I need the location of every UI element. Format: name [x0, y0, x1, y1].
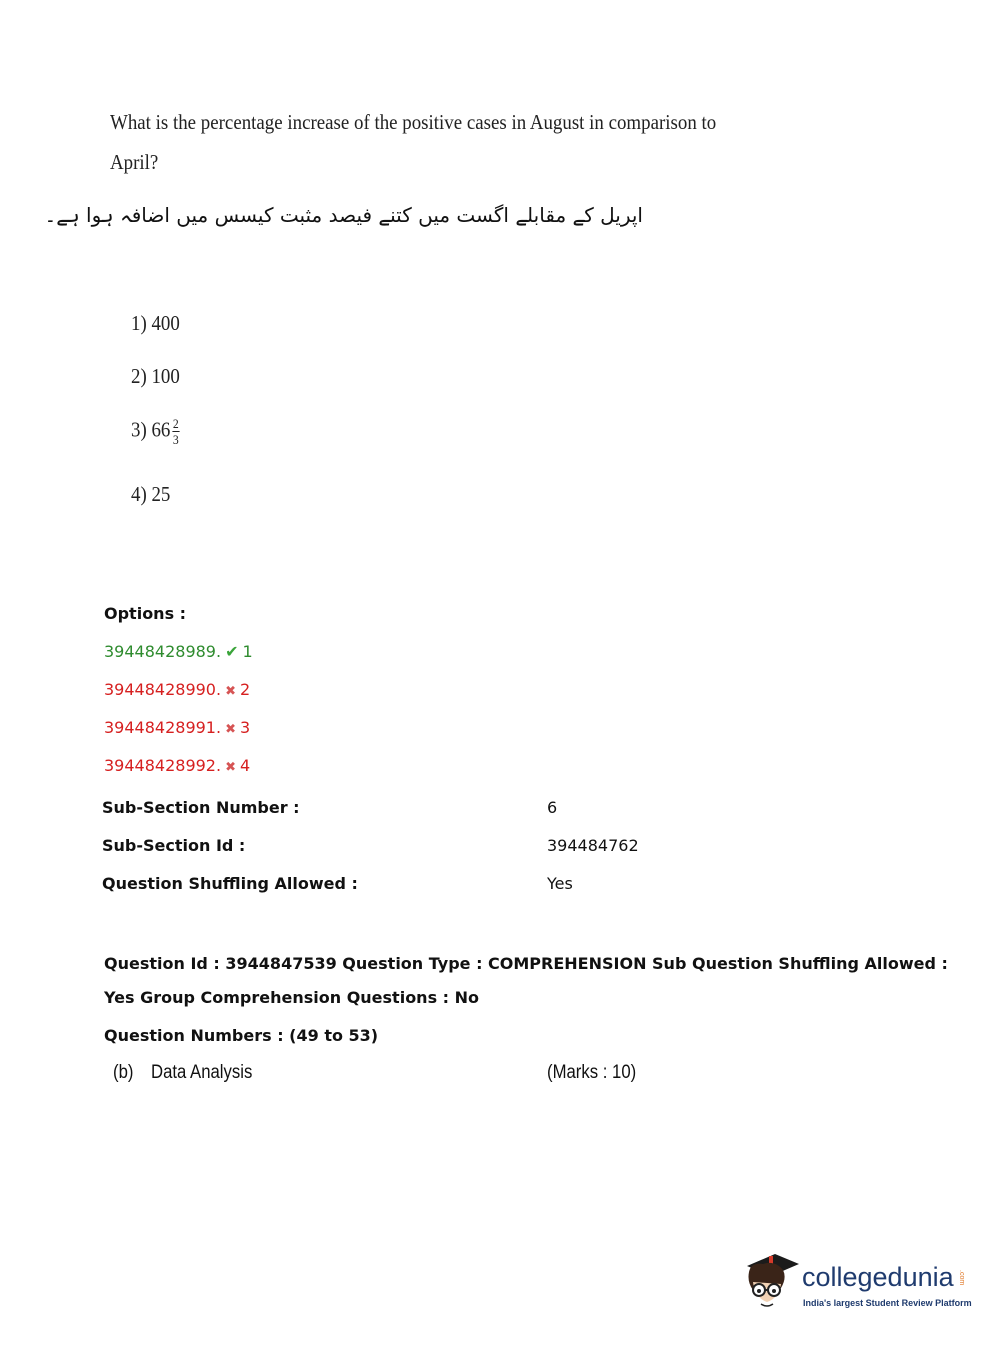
fraction: [172, 417, 179, 446]
choice-1: [131, 311, 180, 336]
question-text-line2: April?: [110, 150, 159, 174]
sub-section-id-label: Sub-Section Id :: [102, 836, 246, 855]
cross-icon: ✖: [225, 684, 236, 699]
sub-section-number-value: 6: [547, 798, 558, 817]
choice-number: 2): [131, 364, 147, 388]
question-text-line1: What is the percentage increase of the positive cases in August in comparison to: [110, 110, 717, 134]
question-shuffling-value: Yes: [547, 874, 573, 893]
section-label: (b): [113, 1062, 134, 1083]
option-id: 39448428989.: [104, 642, 222, 661]
choice-number: 3): [131, 417, 147, 442]
choice-text: 100: [151, 364, 180, 388]
cross-icon: ✖: [225, 722, 236, 737]
section-title: Data Analysis: [151, 1062, 253, 1083]
question-numbers: Question Numbers : (49 to 53): [104, 1026, 379, 1045]
option-row-1: [104, 642, 253, 661]
options-heading: Options :: [104, 604, 187, 623]
option-value: 2: [239, 680, 251, 699]
option-row-2: [104, 680, 250, 699]
option-value: 3: [239, 718, 251, 737]
option-id: 39448428992.: [104, 756, 222, 775]
fraction-denominator: 3: [172, 432, 179, 447]
question-urdu-text: اپریل کے مقابلے اگست میں کتنے فیصد مثبت کیسس میں اضافہ ہوا ہے۔: [44, 203, 643, 227]
choice-text: 25: [151, 482, 171, 506]
fraction-numerator: 2: [172, 416, 179, 431]
option-id: 39448428990.: [104, 680, 222, 699]
student-mascot-icon: [741, 1248, 801, 1310]
sub-section-number-label: Sub-Section Number :: [102, 798, 300, 817]
logo-tagline: India's largest Student Review Platform: [803, 1298, 972, 1308]
option-id: 39448428991.: [104, 718, 222, 737]
option-row-4: [104, 756, 250, 775]
choice-number: 1): [131, 311, 147, 335]
question-info-line1: Question Id : 3944847539 Question Type : COMPREHENSION Sub Question Shuffling Allowed :: [104, 954, 948, 973]
cross-icon: ✖: [225, 760, 236, 775]
choice-4: [131, 482, 170, 507]
question-info-line2: Yes Group Comprehension Questions : No: [104, 988, 480, 1007]
check-icon: ✔: [225, 642, 239, 661]
logo-suffix: .com: [958, 1270, 965, 1286]
choice-text: 66: [151, 417, 171, 442]
sub-section-id-value: 394484762: [547, 836, 639, 855]
option-value: 4: [239, 756, 251, 775]
choice-3: [131, 417, 179, 446]
choice-text: 400: [151, 311, 180, 335]
option-value: 1: [242, 642, 253, 661]
choice-number: 4): [131, 482, 147, 506]
choice-2: [131, 364, 180, 389]
logo-name: collegedunia: [802, 1262, 954, 1292]
option-row-3: [104, 718, 250, 737]
question-shuffling-label: Question Shuffling Allowed :: [102, 874, 358, 893]
mascot-svg: [741, 1248, 801, 1310]
section-marks: (Marks : 10): [547, 1062, 637, 1083]
